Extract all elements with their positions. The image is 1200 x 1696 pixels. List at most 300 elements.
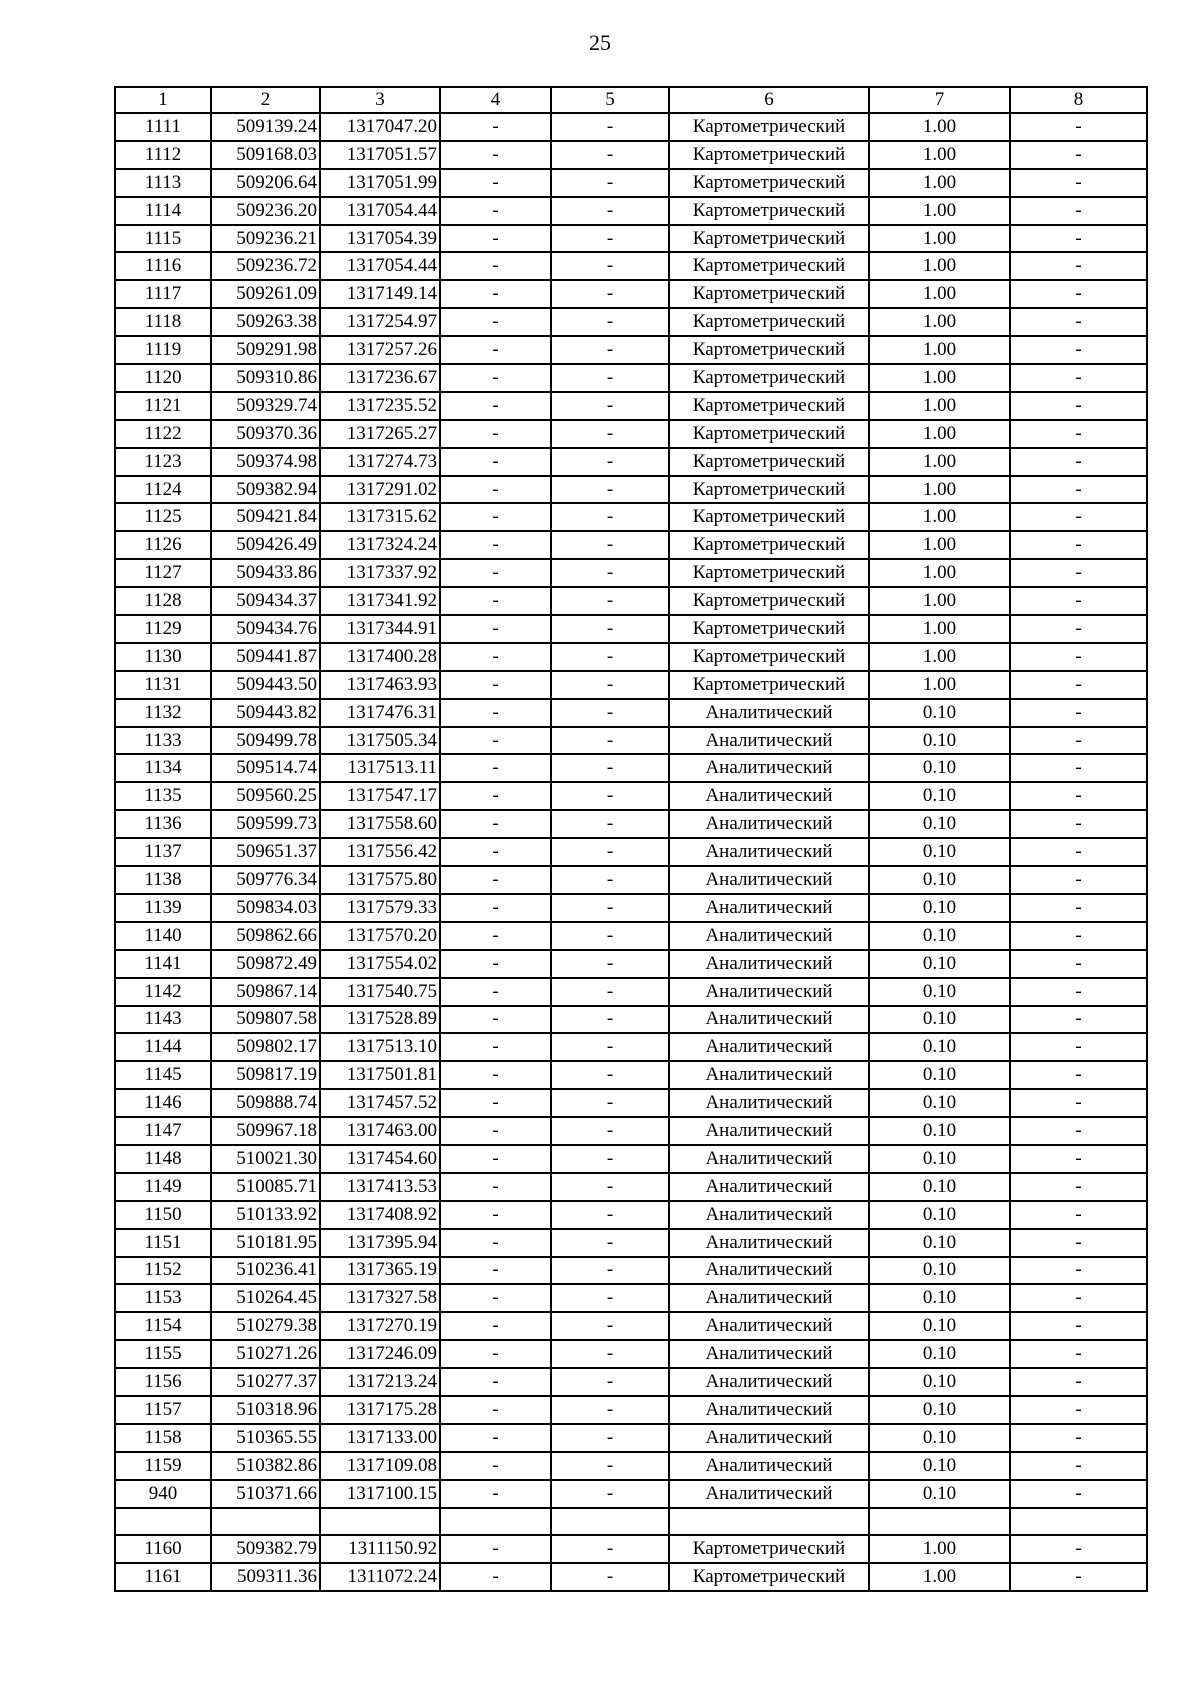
cell-x-coordinate: 509236.20 <box>211 197 320 225</box>
cell-x-coordinate: 510318.96 <box>211 1396 320 1424</box>
table-row <box>115 587 1147 615</box>
cell-col-8: - <box>1010 1563 1147 1591</box>
cell-x-coordinate: 510371.66 <box>211 1480 320 1508</box>
table-row <box>115 1424 1147 1452</box>
cell-x-coordinate: 509834.03 <box>211 894 320 922</box>
cell-accuracy: 1.00 <box>869 420 1010 448</box>
cell-col-4: - <box>440 1284 551 1312</box>
cell-method: Аналитический <box>669 1340 869 1368</box>
table-row <box>115 1508 1147 1536</box>
cell-point-number: 1157 <box>115 1396 211 1424</box>
cell-method: Картометрический <box>669 1535 869 1563</box>
cell-method: Аналитический <box>669 1089 869 1117</box>
cell-accuracy: 1.00 <box>869 587 1010 615</box>
cell-accuracy: 1.00 <box>869 336 1010 364</box>
cell-accuracy: 1.00 <box>869 197 1010 225</box>
table-row <box>115 1480 1147 1508</box>
table-row <box>115 364 1147 392</box>
cell-accuracy: 1.00 <box>869 252 1010 280</box>
cell-x-coordinate: 509817.19 <box>211 1061 320 1089</box>
cell-y-coordinate: 1317570.20 <box>320 922 440 950</box>
table-row <box>115 1396 1147 1424</box>
cell-col-4: - <box>440 1535 551 1563</box>
cell-col-8: - <box>1010 308 1147 336</box>
cell-col-4: - <box>440 643 551 671</box>
table-row <box>115 727 1147 755</box>
cell-col-8: - <box>1010 169 1147 197</box>
cell-accuracy: 1.00 <box>869 671 1010 699</box>
cell-col-5: - <box>551 280 669 308</box>
cell-col-4: - <box>440 280 551 308</box>
table-row <box>115 1312 1147 1340</box>
table-row <box>115 1229 1147 1257</box>
cell-col-8: - <box>1010 252 1147 280</box>
cell-y-coordinate: 1317054.44 <box>320 197 440 225</box>
cell-col-4: - <box>440 1145 551 1173</box>
cell-col-5: - <box>551 587 669 615</box>
cell-point-number: 1150 <box>115 1201 211 1229</box>
cell-col-8: - <box>1010 1480 1147 1508</box>
cell-method: Аналитический <box>669 1257 869 1285</box>
cell-method: Картометрический <box>669 503 869 531</box>
cell-accuracy: 1.00 <box>869 364 1010 392</box>
cell-y-coordinate: 1311150.92 <box>320 1535 440 1563</box>
cell-method: Аналитический <box>669 894 869 922</box>
table-row <box>115 1173 1147 1201</box>
cell-y-coordinate: 1317341.92 <box>320 587 440 615</box>
cell-y-coordinate: 1317047.20 <box>320 113 440 141</box>
table-row <box>115 950 1147 978</box>
cell-col-4: - <box>440 1340 551 1368</box>
cell-col-4: - <box>440 1089 551 1117</box>
cell-y-coordinate: 1317213.24 <box>320 1368 440 1396</box>
cell-col-8: - <box>1010 364 1147 392</box>
cell-accuracy: 1.00 <box>869 169 1010 197</box>
cell-accuracy: 0.10 <box>869 1033 1010 1061</box>
cell-point-number: 1158 <box>115 1424 211 1452</box>
cell-col-4: - <box>440 950 551 978</box>
cell-point-number: 1141 <box>115 950 211 978</box>
cell-col-8: - <box>1010 531 1147 559</box>
cell-x-coordinate: 509261.09 <box>211 280 320 308</box>
cell-col-5: - <box>551 782 669 810</box>
cell-x-coordinate: 509967.18 <box>211 1117 320 1145</box>
cell-accuracy: 0.10 <box>869 810 1010 838</box>
cell-col-5: - <box>551 169 669 197</box>
cell-y-coordinate: 1317513.10 <box>320 1033 440 1061</box>
cell-y-coordinate: 1317554.02 <box>320 950 440 978</box>
cell-col-5: - <box>551 1452 669 1480</box>
cell-accuracy: 1.00 <box>869 559 1010 587</box>
cell-y-coordinate: 1317054.44 <box>320 252 440 280</box>
cell-col-4: - <box>440 197 551 225</box>
cell-point-number: 1151 <box>115 1229 211 1257</box>
cell-point-number: 1128 <box>115 587 211 615</box>
table-row <box>115 531 1147 559</box>
cell-x-coordinate: 509499.78 <box>211 727 320 755</box>
cell-col-4: - <box>440 671 551 699</box>
table-row <box>115 476 1147 504</box>
cell-col-8: - <box>1010 699 1147 727</box>
cell-point-number: 1140 <box>115 922 211 950</box>
cell-x-coordinate: 509443.50 <box>211 671 320 699</box>
cell-col-8: - <box>1010 1312 1147 1340</box>
table-row <box>115 1535 1147 1563</box>
cell-x-coordinate: 509421.84 <box>211 503 320 531</box>
cell-col-5: - <box>551 252 669 280</box>
table-row <box>115 978 1147 1006</box>
cell-col-8: - <box>1010 336 1147 364</box>
cell-point-number: 1127 <box>115 559 211 587</box>
cell-col-8: - <box>1010 225 1147 253</box>
header-cell-3: 3 <box>320 87 440 113</box>
cell-y-coordinate: 1317365.19 <box>320 1257 440 1285</box>
cell-method: Аналитический <box>669 838 869 866</box>
cell-method: Картометрический <box>669 587 869 615</box>
table-row <box>115 782 1147 810</box>
cell-y-coordinate: 1317476.31 <box>320 699 440 727</box>
cell-method: Картометрический <box>669 252 869 280</box>
cell-accuracy: 1.00 <box>869 280 1010 308</box>
cell-y-coordinate: 1317505.34 <box>320 727 440 755</box>
cell-method: Картометрический <box>669 448 869 476</box>
table-row <box>115 643 1147 671</box>
cell-col-8: - <box>1010 1061 1147 1089</box>
cell-point-number: 1112 <box>115 141 211 169</box>
cell-col-5: - <box>551 643 669 671</box>
cell-col-8: - <box>1010 838 1147 866</box>
cell-y-coordinate: 1317513.11 <box>320 754 440 782</box>
header-cell-5: 5 <box>551 87 669 113</box>
cell-col-5: - <box>551 113 669 141</box>
cell-x-coordinate: 509236.72 <box>211 252 320 280</box>
cell-col-5: - <box>551 1424 669 1452</box>
cell-col-5: - <box>551 141 669 169</box>
cell-col-5: - <box>551 308 669 336</box>
cell-x-coordinate: 510133.92 <box>211 1201 320 1229</box>
cell-accuracy: 0.10 <box>869 1340 1010 1368</box>
cell-point-number: 1114 <box>115 197 211 225</box>
table-row <box>115 1340 1147 1368</box>
table-row <box>115 1201 1147 1229</box>
cell-x-coordinate: 510021.30 <box>211 1145 320 1173</box>
cell-x-coordinate: 509560.25 <box>211 782 320 810</box>
cell-y-coordinate: 1317408.92 <box>320 1201 440 1229</box>
table-row <box>115 280 1147 308</box>
cell-col-8: - <box>1010 615 1147 643</box>
cell-col-4: - <box>440 252 551 280</box>
table-row <box>115 1563 1147 1591</box>
cell-col-4: - <box>440 1229 551 1257</box>
cell-col-4: - <box>440 225 551 253</box>
cell-point-number: 1152 <box>115 1257 211 1285</box>
cell-point-number: 1132 <box>115 699 211 727</box>
cell-col-5: - <box>551 1535 669 1563</box>
cell-method: Картометрический <box>669 336 869 364</box>
cell-y-coordinate: 1317558.60 <box>320 810 440 838</box>
cell-col-5: - <box>551 810 669 838</box>
cell-col-4: - <box>440 1424 551 1452</box>
cell-col-8: - <box>1010 141 1147 169</box>
header-cell-6: 6 <box>669 87 869 113</box>
cell-point-number: 1145 <box>115 1061 211 1089</box>
cell-col-5: - <box>551 978 669 1006</box>
cell-y-coordinate: 1317235.52 <box>320 392 440 420</box>
cell-col-8: - <box>1010 1535 1147 1563</box>
cell-col-5: - <box>551 1312 669 1340</box>
cell-y-coordinate: 1317315.62 <box>320 503 440 531</box>
cell-col-8: - <box>1010 643 1147 671</box>
cell-col-4: - <box>440 1480 551 1508</box>
cell-y-coordinate: 1317109.08 <box>320 1452 440 1480</box>
cell-col-8: - <box>1010 1257 1147 1285</box>
cell-col-5: - <box>551 420 669 448</box>
cell-accuracy: 1.00 <box>869 141 1010 169</box>
cell-accuracy: 0.10 <box>869 866 1010 894</box>
cell-point-number: 1148 <box>115 1145 211 1173</box>
cell-col-4: - <box>440 699 551 727</box>
cell-y-coordinate: 1311072.24 <box>320 1563 440 1591</box>
table-row <box>115 838 1147 866</box>
cell-col-8: - <box>1010 1452 1147 1480</box>
cell-accuracy: 0.10 <box>869 782 1010 810</box>
cell-point-number: 1126 <box>115 531 211 559</box>
cell-y-coordinate: 1317324.24 <box>320 531 440 559</box>
cell-accuracy <box>869 1508 1010 1536</box>
cell-x-coordinate: 510382.86 <box>211 1452 320 1480</box>
cell-y-coordinate: 1317327.58 <box>320 1284 440 1312</box>
cell-accuracy: 0.10 <box>869 1089 1010 1117</box>
cell-point-number: 1147 <box>115 1117 211 1145</box>
cell-col-5: - <box>551 1201 669 1229</box>
cell-col-4: - <box>440 420 551 448</box>
cell-method: Аналитический <box>669 1452 869 1480</box>
cell-accuracy: 1.00 <box>869 1535 1010 1563</box>
cell-x-coordinate: 509872.49 <box>211 950 320 978</box>
cell-accuracy: 0.10 <box>869 1006 1010 1034</box>
cell-col-5: - <box>551 1257 669 1285</box>
cell-point-number: 1116 <box>115 252 211 280</box>
cell-method: Картометрический <box>669 420 869 448</box>
table-row <box>115 420 1147 448</box>
cell-col-8: - <box>1010 1229 1147 1257</box>
cell-y-coordinate: 1317337.92 <box>320 559 440 587</box>
cell-col-8: - <box>1010 727 1147 755</box>
cell-col-8: - <box>1010 476 1147 504</box>
cell-x-coordinate: 509329.74 <box>211 392 320 420</box>
cell-point-number: 1111 <box>115 113 211 141</box>
cell-accuracy: 1.00 <box>869 308 1010 336</box>
cell-point-number: 1130 <box>115 643 211 671</box>
cell-point-number: 1118 <box>115 308 211 336</box>
cell-accuracy: 0.10 <box>869 1312 1010 1340</box>
cell-col-5: - <box>551 699 669 727</box>
cell-col-4: - <box>440 587 551 615</box>
cell-method: Картометрический <box>669 141 869 169</box>
cell-point-number: 1113 <box>115 169 211 197</box>
cell-method: Аналитический <box>669 1173 869 1201</box>
cell-accuracy: 0.10 <box>869 1480 1010 1508</box>
cell-method: Картометрический <box>669 392 869 420</box>
cell-col-8: - <box>1010 280 1147 308</box>
cell-col-4: - <box>440 894 551 922</box>
cell-method: Картометрический <box>669 1563 869 1591</box>
cell-x-coordinate: 509168.03 <box>211 141 320 169</box>
cell-x-coordinate: 509311.36 <box>211 1563 320 1591</box>
cell-col-5: - <box>551 1117 669 1145</box>
cell-col-4: - <box>440 1201 551 1229</box>
cell-col-5: - <box>551 1033 669 1061</box>
cell-y-coordinate: 1317540.75 <box>320 978 440 1006</box>
cell-col-5: - <box>551 922 669 950</box>
table-row <box>115 1033 1147 1061</box>
table-row <box>115 503 1147 531</box>
cell-col-5 <box>551 1508 669 1536</box>
cell-method: Картометрический <box>669 531 869 559</box>
cell-col-8: - <box>1010 866 1147 894</box>
coordinates-table <box>114 86 1148 1592</box>
cell-col-4 <box>440 1508 551 1536</box>
cell-accuracy: 0.10 <box>869 1145 1010 1173</box>
cell-method: Аналитический <box>669 1061 869 1089</box>
cell-x-coordinate: 509434.37 <box>211 587 320 615</box>
cell-point-number: 1123 <box>115 448 211 476</box>
table-row <box>115 1061 1147 1089</box>
cell-col-5: - <box>551 671 669 699</box>
cell-col-5: - <box>551 559 669 587</box>
cell-accuracy: 0.10 <box>869 1452 1010 1480</box>
cell-col-8: - <box>1010 197 1147 225</box>
table-row <box>115 169 1147 197</box>
table-row <box>115 252 1147 280</box>
cell-col-8: - <box>1010 503 1147 531</box>
cell-y-coordinate: 1317528.89 <box>320 1006 440 1034</box>
cell-col-4: - <box>440 141 551 169</box>
cell-col-8: - <box>1010 1006 1147 1034</box>
cell-x-coordinate: 509139.24 <box>211 113 320 141</box>
cell-col-4: - <box>440 308 551 336</box>
table-row <box>115 1117 1147 1145</box>
cell-method: Аналитический <box>669 922 869 950</box>
cell-method: Аналитический <box>669 1312 869 1340</box>
cell-col-8: - <box>1010 1089 1147 1117</box>
cell-point-number: 1133 <box>115 727 211 755</box>
cell-point-number: 1138 <box>115 866 211 894</box>
cell-point-number: 1161 <box>115 1563 211 1591</box>
cell-col-4: - <box>440 392 551 420</box>
cell-col-5: - <box>551 1089 669 1117</box>
cell-col-4: - <box>440 1006 551 1034</box>
table-row <box>115 392 1147 420</box>
cell-point-number: 1117 <box>115 280 211 308</box>
cell-method: Аналитический <box>669 1284 869 1312</box>
cell-y-coordinate: 1317270.19 <box>320 1312 440 1340</box>
cell-accuracy: 0.10 <box>869 1173 1010 1201</box>
cell-col-8: - <box>1010 559 1147 587</box>
cell-col-4: - <box>440 1396 551 1424</box>
cell-x-coordinate: 509441.87 <box>211 643 320 671</box>
cell-y-coordinate: 1317291.02 <box>320 476 440 504</box>
cell-col-8: - <box>1010 392 1147 420</box>
cell-y-coordinate: 1317051.99 <box>320 169 440 197</box>
cell-col-5: - <box>551 476 669 504</box>
cell-x-coordinate: 509382.79 <box>211 1535 320 1563</box>
cell-col-8: - <box>1010 113 1147 141</box>
cell-y-coordinate: 1317175.28 <box>320 1396 440 1424</box>
cell-method: Картометрический <box>669 308 869 336</box>
cell-y-coordinate: 1317400.28 <box>320 643 440 671</box>
cell-col-4: - <box>440 727 551 755</box>
cell-point-number: 1149 <box>115 1173 211 1201</box>
cell-x-coordinate: 509514.74 <box>211 754 320 782</box>
cell-col-8: - <box>1010 810 1147 838</box>
cell-col-5: - <box>551 197 669 225</box>
cell-method: Аналитический <box>669 1229 869 1257</box>
cell-col-5: - <box>551 615 669 643</box>
cell-accuracy: 0.10 <box>869 1201 1010 1229</box>
table-row <box>115 1145 1147 1173</box>
table-row <box>115 308 1147 336</box>
cell-y-coordinate: 1317054.39 <box>320 225 440 253</box>
header-cell-1: 1 <box>115 87 211 113</box>
cell-col-5: - <box>551 1396 669 1424</box>
cell-accuracy: 0.10 <box>869 1061 1010 1089</box>
cell-y-coordinate: 1317254.97 <box>320 308 440 336</box>
cell-method: Аналитический <box>669 1145 869 1173</box>
cell-accuracy: 0.10 <box>869 1368 1010 1396</box>
cell-y-coordinate: 1317344.91 <box>320 615 440 643</box>
cell-y-coordinate: 1317395.94 <box>320 1229 440 1257</box>
cell-col-5: - <box>551 336 669 364</box>
cell-col-4: - <box>440 1312 551 1340</box>
cell-method: Аналитический <box>669 754 869 782</box>
table-row <box>115 448 1147 476</box>
cell-method: Картометрический <box>669 225 869 253</box>
cell-y-coordinate: 1317236.67 <box>320 364 440 392</box>
cell-method: Картометрический <box>669 197 869 225</box>
table-row <box>115 754 1147 782</box>
cell-accuracy: 0.10 <box>869 894 1010 922</box>
cell-method: Аналитический <box>669 1006 869 1034</box>
cell-point-number: 1125 <box>115 503 211 531</box>
cell-x-coordinate: 509651.37 <box>211 838 320 866</box>
cell-method: Картометрический <box>669 364 869 392</box>
cell-accuracy: 1.00 <box>869 113 1010 141</box>
cell-col-4: - <box>440 1452 551 1480</box>
cell-y-coordinate: 1317454.60 <box>320 1145 440 1173</box>
cell-point-number: 1153 <box>115 1284 211 1312</box>
cell-col-8: - <box>1010 1117 1147 1145</box>
cell-col-5: - <box>551 1061 669 1089</box>
cell-col-8: - <box>1010 671 1147 699</box>
cell-col-4: - <box>440 866 551 894</box>
cell-x-coordinate: 510279.38 <box>211 1312 320 1340</box>
cell-point-number: 1135 <box>115 782 211 810</box>
cell-x-coordinate: 509888.74 <box>211 1089 320 1117</box>
cell-col-5: - <box>551 838 669 866</box>
cell-accuracy: 0.10 <box>869 1117 1010 1145</box>
cell-col-5: - <box>551 754 669 782</box>
cell-method: Аналитический <box>669 1117 869 1145</box>
cell-x-coordinate: 510264.45 <box>211 1284 320 1312</box>
cell-col-8: - <box>1010 950 1147 978</box>
header-cell-2: 2 <box>211 87 320 113</box>
cell-method: Картометрический <box>669 643 869 671</box>
table-row <box>115 922 1147 950</box>
cell-accuracy: 1.00 <box>869 531 1010 559</box>
cell-x-coordinate: 509291.98 <box>211 336 320 364</box>
cell-col-8: - <box>1010 1201 1147 1229</box>
